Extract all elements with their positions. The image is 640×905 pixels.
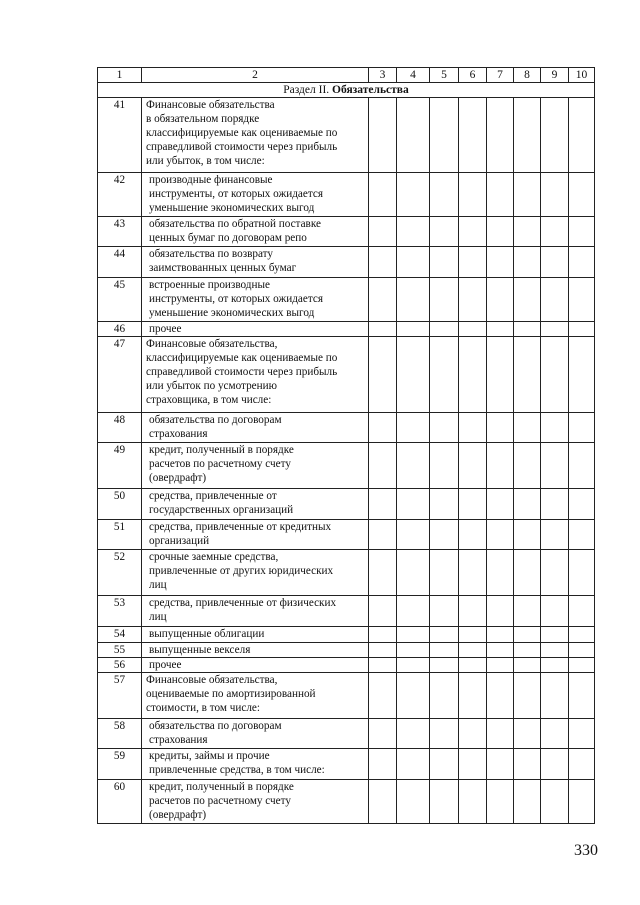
value-cell	[541, 596, 569, 627]
description-line: кредит, полученный в порядке	[149, 781, 294, 793]
row-description	[142, 719, 369, 749]
value-cell	[369, 98, 397, 173]
description-line: обязательства по договорам	[149, 414, 282, 426]
row-description	[142, 443, 369, 489]
row-description	[142, 658, 369, 673]
value-cell	[541, 643, 569, 658]
description-line: кредиты, займы и прочие	[149, 750, 270, 762]
description-line: справедливой стоимости через прибыль	[146, 141, 338, 153]
column-header: 5	[430, 68, 459, 83]
description-line: привлеченные средства, в том числе:	[149, 764, 325, 776]
row-description	[142, 749, 369, 780]
value-cell	[397, 278, 430, 322]
description-line: производные финансовые	[149, 174, 273, 186]
value-cell	[514, 658, 541, 673]
row-description	[142, 217, 369, 247]
column-header: 4	[397, 68, 430, 83]
value-cell	[369, 322, 397, 337]
value-cell	[459, 489, 487, 520]
value-cell	[514, 550, 541, 596]
value-cell	[430, 719, 459, 749]
value-cell	[459, 719, 487, 749]
value-cell	[369, 489, 397, 520]
value-cell	[487, 173, 514, 217]
value-cell	[459, 173, 487, 217]
section-prefix: Раздел II.	[283, 84, 333, 96]
description-line: прочее	[149, 323, 182, 335]
value-cell	[430, 489, 459, 520]
value-cell	[487, 278, 514, 322]
value-cell	[514, 643, 541, 658]
description-line: справедливой стоимости через прибыль	[146, 366, 338, 378]
row-number: 56	[98, 658, 142, 673]
column-header: 10	[569, 68, 595, 83]
value-cell	[487, 719, 514, 749]
value-cell	[397, 247, 430, 278]
value-cell	[397, 643, 430, 658]
description-line: расчетов по расчетному счету	[149, 458, 291, 470]
value-cell	[541, 489, 569, 520]
value-cell	[487, 673, 514, 719]
value-cell	[569, 173, 595, 217]
table-row	[98, 596, 595, 627]
row-description	[142, 520, 369, 550]
row-description	[142, 550, 369, 596]
row-description	[142, 627, 369, 643]
column-header-row	[98, 68, 595, 83]
description-line: расчетов по расчетному счету	[149, 795, 291, 807]
row-description	[142, 278, 369, 322]
value-cell	[569, 749, 595, 780]
value-cell	[569, 489, 595, 520]
column-header: 8	[514, 68, 541, 83]
description-line: страхования	[149, 734, 208, 746]
value-cell	[487, 443, 514, 489]
description-line: классифицируемые как оцениваемые по	[146, 352, 338, 364]
description-line: средства, привлеченные от кредитных	[149, 521, 332, 533]
value-cell	[369, 278, 397, 322]
value-cell	[487, 337, 514, 413]
liabilities-table	[97, 67, 595, 824]
value-cell	[397, 658, 430, 673]
value-cell	[487, 749, 514, 780]
value-cell	[487, 322, 514, 337]
value-cell	[397, 749, 430, 780]
value-cell	[430, 173, 459, 217]
value-cell	[459, 247, 487, 278]
value-cell	[430, 627, 459, 643]
value-cell	[459, 98, 487, 173]
value-cell	[541, 520, 569, 550]
value-cell	[487, 780, 514, 824]
value-cell	[569, 278, 595, 322]
value-cell	[487, 658, 514, 673]
value-cell	[514, 596, 541, 627]
description-line: кредит, полученный в порядке	[149, 444, 294, 456]
row-number: 49	[98, 443, 142, 489]
description-line: классифицируемые как оцениваемые по	[146, 127, 338, 139]
value-cell	[569, 98, 595, 173]
value-cell	[487, 550, 514, 596]
value-cell	[369, 673, 397, 719]
table-row	[98, 489, 595, 520]
section-title: Обязательства	[332, 84, 409, 96]
value-cell	[541, 550, 569, 596]
value-cell	[369, 658, 397, 673]
value-cell	[430, 520, 459, 550]
column-header: 2	[142, 68, 369, 83]
value-cell	[459, 627, 487, 643]
value-cell	[430, 247, 459, 278]
page-number: 330	[574, 842, 598, 859]
value-cell	[459, 278, 487, 322]
value-cell	[514, 749, 541, 780]
value-cell	[541, 673, 569, 719]
value-cell	[397, 322, 430, 337]
value-cell	[369, 217, 397, 247]
value-cell	[397, 719, 430, 749]
table-row	[98, 443, 595, 489]
column-header: 6	[459, 68, 487, 83]
description-line: уменьшение экономических выгод	[149, 307, 315, 319]
value-cell	[487, 247, 514, 278]
value-cell	[430, 278, 459, 322]
row-description	[142, 596, 369, 627]
row-number: 47	[98, 337, 142, 413]
row-description	[142, 489, 369, 520]
value-cell	[369, 749, 397, 780]
value-cell	[369, 413, 397, 443]
value-cell	[397, 780, 430, 824]
table-row	[98, 643, 595, 658]
value-cell	[514, 627, 541, 643]
value-cell	[430, 550, 459, 596]
row-description	[142, 98, 369, 173]
value-cell	[459, 749, 487, 780]
value-cell	[514, 443, 541, 489]
value-cell	[569, 550, 595, 596]
description-line: государственных организаций	[149, 504, 294, 516]
value-cell	[430, 596, 459, 627]
description-line: привлеченные от других юридических	[149, 565, 334, 577]
value-cell	[397, 596, 430, 627]
description-line: стоимости, в том числе:	[146, 702, 260, 714]
value-cell	[430, 658, 459, 673]
value-cell	[541, 217, 569, 247]
value-cell	[430, 673, 459, 719]
description-line: средства, привлеченные от	[149, 490, 277, 502]
value-cell	[397, 443, 430, 489]
table-row	[98, 780, 595, 824]
description-line: страхования	[149, 428, 208, 440]
row-description	[142, 247, 369, 278]
description-line: оцениваемые по амортизированной	[146, 688, 316, 700]
value-cell	[459, 520, 487, 550]
description-line: страховщика, в том числе:	[146, 394, 272, 406]
value-cell	[514, 217, 541, 247]
description-line: уменьшение экономических выгод	[149, 202, 315, 214]
description-line: инструменты, от которых ожидается	[149, 293, 323, 305]
description-line: Финансовые обязательства	[146, 99, 275, 111]
value-cell	[541, 413, 569, 443]
row-number: 53	[98, 596, 142, 627]
table-row	[98, 217, 595, 247]
value-cell	[397, 217, 430, 247]
value-cell	[369, 780, 397, 824]
value-cell	[459, 596, 487, 627]
value-cell	[569, 247, 595, 278]
table-row	[98, 278, 595, 322]
value-cell	[514, 278, 541, 322]
value-cell	[397, 627, 430, 643]
value-cell	[541, 749, 569, 780]
column-header: 3	[369, 68, 397, 83]
value-cell	[459, 413, 487, 443]
value-cell	[514, 489, 541, 520]
value-cell	[541, 443, 569, 489]
value-cell	[430, 443, 459, 489]
value-cell	[397, 673, 430, 719]
value-cell	[369, 596, 397, 627]
table-row	[98, 520, 595, 550]
value-cell	[397, 173, 430, 217]
value-cell	[430, 413, 459, 443]
value-cell	[487, 98, 514, 173]
table-row	[98, 673, 595, 719]
description-line: организаций	[149, 535, 210, 547]
value-cell	[430, 337, 459, 413]
row-description	[142, 413, 369, 443]
description-line: Финансовые обязательства,	[146, 338, 278, 350]
value-cell	[459, 217, 487, 247]
value-cell	[369, 643, 397, 658]
value-cell	[487, 596, 514, 627]
value-cell	[369, 173, 397, 217]
value-cell	[541, 658, 569, 673]
value-cell	[514, 520, 541, 550]
value-cell	[569, 413, 595, 443]
value-cell	[487, 217, 514, 247]
value-cell	[487, 643, 514, 658]
description-line: выпущенные облигации	[149, 628, 265, 640]
description-line: (овердрафт)	[149, 472, 207, 484]
description-line: обязательства по обратной поставке	[149, 218, 321, 230]
row-number: 58	[98, 719, 142, 749]
value-cell	[397, 98, 430, 173]
value-cell	[569, 627, 595, 643]
description-line: выпущенные векселя	[149, 644, 251, 656]
value-cell	[569, 643, 595, 658]
value-cell	[369, 627, 397, 643]
row-description	[142, 643, 369, 658]
row-number: 42	[98, 173, 142, 217]
table-row	[98, 413, 595, 443]
table-row	[98, 322, 595, 337]
table-row	[98, 749, 595, 780]
description-line: инструменты, от которых ожидается	[149, 188, 323, 200]
description-line: средства, привлеченные от физических	[149, 597, 337, 609]
value-cell	[569, 596, 595, 627]
description-line: лиц	[149, 611, 167, 623]
value-cell	[369, 247, 397, 278]
value-cell	[459, 780, 487, 824]
description-line: или убыток, в том числе:	[146, 155, 265, 167]
value-cell	[514, 673, 541, 719]
value-cell	[514, 98, 541, 173]
row-description	[142, 337, 369, 413]
row-number: 55	[98, 643, 142, 658]
column-header: 9	[541, 68, 569, 83]
value-cell	[541, 98, 569, 173]
table-row	[98, 173, 595, 217]
value-cell	[514, 719, 541, 749]
value-cell	[487, 413, 514, 443]
value-cell	[369, 719, 397, 749]
description-line: обязательства по договорам	[149, 720, 282, 732]
row-number: 51	[98, 520, 142, 550]
value-cell	[514, 337, 541, 413]
value-cell	[541, 627, 569, 643]
description-line: или убыток по усмотрению	[146, 380, 277, 392]
value-cell	[514, 413, 541, 443]
value-cell	[569, 337, 595, 413]
value-cell	[514, 247, 541, 278]
value-cell	[569, 658, 595, 673]
value-cell	[459, 337, 487, 413]
table-row	[98, 98, 595, 173]
value-cell	[569, 673, 595, 719]
value-cell	[514, 322, 541, 337]
value-cell	[459, 643, 487, 658]
table-row	[98, 550, 595, 596]
table-row	[98, 627, 595, 643]
row-number: 59	[98, 749, 142, 780]
value-cell	[369, 337, 397, 413]
value-cell	[430, 322, 459, 337]
description-line: лиц	[149, 579, 167, 591]
value-cell	[569, 520, 595, 550]
value-cell	[430, 749, 459, 780]
description-line: Финансовые обязательства,	[146, 674, 278, 686]
description-line: ценных бумаг по договорам репо	[149, 232, 307, 244]
value-cell	[541, 337, 569, 413]
row-number: 54	[98, 627, 142, 643]
table-row	[98, 337, 595, 413]
row-number: 44	[98, 247, 142, 278]
value-cell	[541, 322, 569, 337]
value-cell	[569, 217, 595, 247]
row-number: 50	[98, 489, 142, 520]
row-number: 45	[98, 278, 142, 322]
value-cell	[397, 520, 430, 550]
value-cell	[487, 627, 514, 643]
value-cell	[487, 489, 514, 520]
row-number: 57	[98, 673, 142, 719]
value-cell	[369, 443, 397, 489]
table-row	[98, 247, 595, 278]
value-cell	[397, 413, 430, 443]
value-cell	[459, 658, 487, 673]
value-cell	[569, 780, 595, 824]
row-description	[142, 780, 369, 824]
description-line: прочее	[149, 659, 182, 671]
value-cell	[541, 247, 569, 278]
value-cell	[430, 643, 459, 658]
value-cell	[514, 173, 541, 217]
value-cell	[397, 337, 430, 413]
description-line: встроенные производные	[149, 279, 270, 291]
value-cell	[569, 443, 595, 489]
row-number: 60	[98, 780, 142, 824]
row-number: 52	[98, 550, 142, 596]
row-number: 43	[98, 217, 142, 247]
value-cell	[569, 322, 595, 337]
table-row	[98, 658, 595, 673]
row-number: 41	[98, 98, 142, 173]
value-cell	[541, 278, 569, 322]
column-header: 1	[98, 68, 142, 83]
section-header	[98, 83, 595, 98]
description-line: (овердрафт)	[149, 809, 207, 821]
value-cell	[514, 780, 541, 824]
value-cell	[397, 489, 430, 520]
description-line: в обязательном порядке	[146, 113, 260, 125]
value-cell	[541, 719, 569, 749]
row-description	[142, 322, 369, 337]
value-cell	[459, 443, 487, 489]
section-header-row	[98, 83, 595, 98]
value-cell	[459, 673, 487, 719]
value-cell	[430, 217, 459, 247]
row-number: 46	[98, 322, 142, 337]
value-cell	[430, 98, 459, 173]
description-line: обязательства по возврату	[149, 248, 274, 260]
value-cell	[369, 550, 397, 596]
value-cell	[369, 520, 397, 550]
value-cell	[541, 780, 569, 824]
row-description	[142, 173, 369, 217]
row-description	[142, 673, 369, 719]
description-line: заимствованных ценных бумаг	[149, 262, 297, 274]
value-cell	[487, 520, 514, 550]
value-cell	[459, 322, 487, 337]
value-cell	[541, 173, 569, 217]
column-header: 7	[487, 68, 514, 83]
description-line: срочные заемные средства,	[149, 551, 279, 563]
row-number: 48	[98, 413, 142, 443]
value-cell	[397, 550, 430, 596]
value-cell	[459, 550, 487, 596]
value-cell	[569, 719, 595, 749]
table-row	[98, 719, 595, 749]
value-cell	[430, 780, 459, 824]
